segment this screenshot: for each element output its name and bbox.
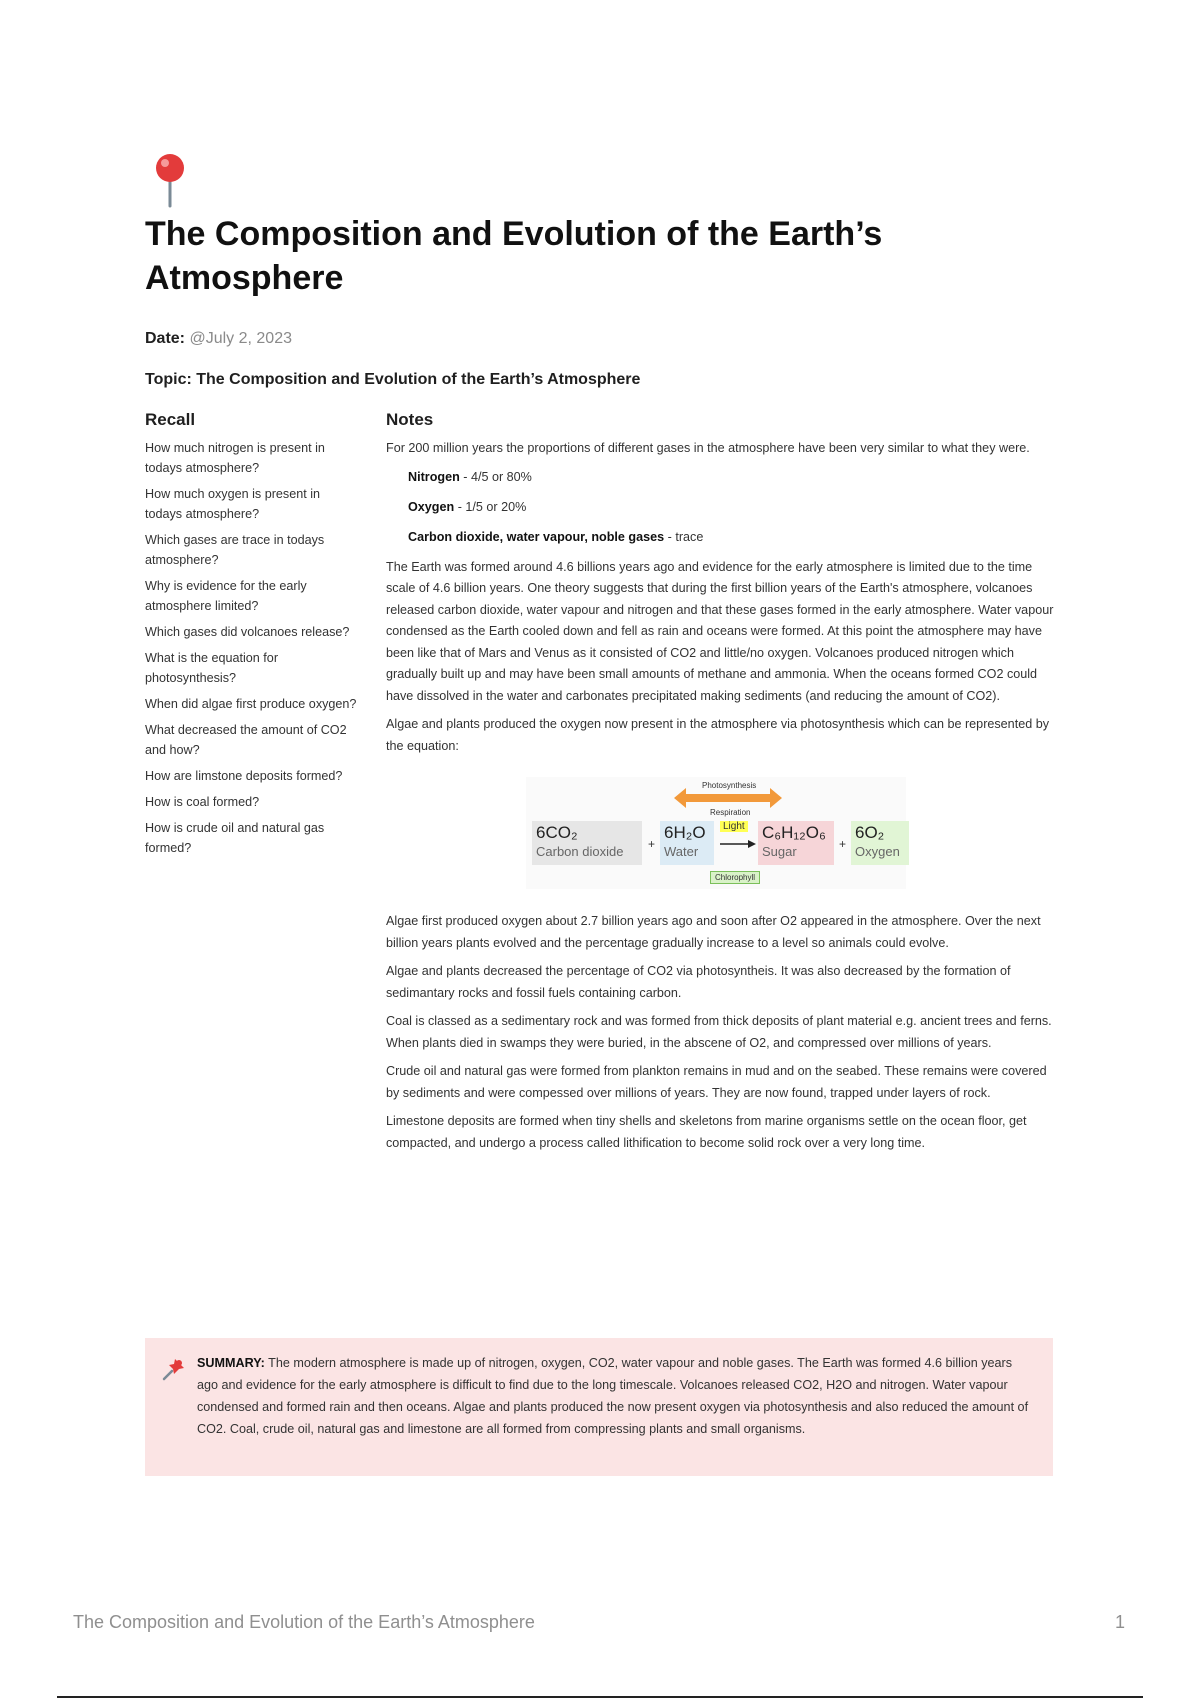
coal-formation-paragraph: Coal is classed as a sedimentary rock and was formed from thick deposits of plant material e.g. ancient trees and ferns. When plants died in swamps they were buried, in the abscene of O2, and compressed over millions of years. — [386, 1014, 1052, 1050]
photosynthesis-equation-diagram — [526, 777, 906, 889]
term-name: Sugar — [762, 844, 797, 859]
recall-question: How much oxygen is present in todays atmosphere? — [145, 487, 320, 521]
plus-sign: + — [648, 837, 656, 851]
term-formula: C₆H₁₂O₆ — [762, 823, 826, 842]
algae-oxygen-paragraph: Algae first produced oxygen about 2.7 billion years ago and soon after O2 appeared in the atmosphere. Over the next billion years plants evolved and the percentage gradually increase to a level so animals could evolve. — [386, 914, 1041, 950]
gas-name: Oxygen — [408, 499, 455, 514]
notes-column — [386, 410, 1056, 1161]
recall-heading: Recall — [145, 410, 196, 429]
footer-divider — [57, 1696, 1143, 1698]
double-arrow-icon — [674, 787, 782, 809]
gas-item-oxygen — [408, 497, 1056, 518]
term-name: Water — [664, 844, 699, 859]
recall-question: Which gases did volcanoes release? — [145, 625, 350, 639]
term-formula: 6CO₂ — [536, 823, 578, 842]
summary-body: The modern atmosphere is made up of nitrogen, oxygen, CO2, water vapour and noble gases. The Earth was formed 4.6 billion years ago and evidence for the early atmosphere is difficult to find due to the long timescale. Volcanoes released CO2, H2O and nitrogen. Water vapour condensed and formed rain and then oceans. Algae and plants produced the now present oxygen via photosynthesis and also reduced the amount of CO2. Coal, crude oil, natural gas and limestone are all formed from compressing plants and small organisms. — [197, 1356, 1029, 1436]
date-label: Date: — [145, 330, 186, 347]
equation-term-carbon-dioxide — [532, 821, 642, 865]
gas-value: - 4/5 or 80% — [463, 469, 532, 484]
recall-question: How is crude oil and natural gas formed? — [145, 821, 325, 855]
notes-intro-paragraph: For 200 million years the proportions of different gases in the atmosphere have been very similar to what they were. — [386, 441, 1030, 455]
recall-question: How much nitrogen is present in todays atmosphere? — [145, 441, 325, 475]
recall-question-list — [145, 438, 360, 858]
reaction-arrow-icon — [720, 839, 756, 849]
footer-title: The Composition and Evolution of the Earth’s Atmosphere — [73, 1612, 535, 1632]
gas-proportion-list — [408, 467, 1056, 548]
pushpin-icon — [161, 1356, 187, 1382]
gas-name: Carbon dioxide, water vapour, noble gases — [408, 529, 665, 544]
term-formula: 6O₂ — [855, 823, 885, 842]
photosynthesis-label: Photosynthesis — [702, 781, 757, 790]
recall-question: Why is evidence for the early atmosphere limited? — [145, 579, 307, 613]
co2-decrease-paragraph: Algae and plants decreased the percentage of CO2 via photosyntheis. It was also decreased by the formation of sedimantary rocks and fossil fuels containing carbon. — [386, 964, 1011, 1000]
page-title: The Composition and Evolution of the Earth’s Atmosphere — [145, 215, 883, 297]
gas-item-trace — [408, 527, 1056, 548]
early-atmosphere-paragraph: The Earth was formed around 4.6 billions years ago and evidence for the early atmosphere is limited due to the time scale of 4.6 billion years. One theory suggests that during the first billion years of the Earth's atmosphere, volcanoes released carbon dioxide, water vapour and nitrogen and that these gases formed in the early atmosphere. Water vapour condensed as the Earth cooled down and fell as rain and oceans were formed. At this point the atmosphere may have been like that of Mars and Venus as it consisted of CO2 and little/no oxygen. Volcanoes produced nitrogen which gradually built up and may have been small amounts of methane and ammonia. When the oceans formed CO2 could have dissolved in the water and carbonates precipitated making sediments (and reducing the amount of CO2). — [386, 559, 1054, 703]
gas-value: - trace — [667, 529, 704, 544]
equation-term-water — [660, 821, 714, 865]
gas-item-nitrogen — [408, 467, 1056, 488]
gas-value: - 1/5 or 20% — [457, 499, 527, 514]
recall-question: How is coal formed? — [145, 795, 260, 809]
summary-text — [197, 1352, 1035, 1440]
respiration-label: Respiration — [710, 808, 751, 817]
equation-term-oxygen — [851, 821, 909, 865]
date-property — [145, 330, 292, 348]
chlorophyll-label: Chlorophyll — [710, 871, 760, 884]
limestone-paragraph: Limestone deposits are formed when tiny shells and skeletons from marine organisms settle on the ocean floor, get compacted, and undergo a process called lithification to become solid rock over a very long time. — [386, 1114, 1027, 1150]
recall-question: What decreased the amount of CO2 and how? — [145, 723, 347, 757]
photosynthesis-paragraph: Algae and plants produced the oxygen now present in the atmosphere via photosynthesis which can be represented by the equation: — [386, 717, 1049, 753]
page-number: 1 — [1115, 1612, 1126, 1632]
recall-question: How are limstone deposits formed? — [145, 769, 343, 783]
recall-column — [145, 410, 360, 864]
summary-label: SUMMARY: — [197, 1356, 265, 1370]
term-formula: 6H₂O — [664, 823, 706, 842]
date-value[interactable]: @July 2, 2023 — [189, 330, 292, 347]
light-label: Light — [720, 821, 748, 832]
term-name: Carbon dioxide — [536, 844, 624, 859]
recall-question: Which gases are trace in todays atmosphere? — [145, 533, 325, 567]
recall-question: What is the equation for photosynthesis? — [145, 651, 279, 685]
notes-heading: Notes — [386, 410, 434, 429]
topic-heading: Topic: The Composition and Evolution of the Earth’s Atmosphere — [145, 371, 641, 388]
summary-callout — [145, 1338, 1053, 1476]
equation-term-sugar — [758, 821, 834, 865]
recall-question: When did algae first produce oxygen? — [145, 697, 357, 711]
round-pushpin-icon — [150, 152, 190, 208]
gas-name: Nitrogen — [408, 469, 460, 484]
plus-sign: + — [839, 837, 847, 851]
term-name: Oxygen — [855, 844, 900, 859]
crude-oil-paragraph: Crude oil and natural gas were formed from plankton remains in mud and on the seabed. These remains were covered by sediments and were compessed over millions of years. They are now found, trapped under layers of rock. — [386, 1064, 1047, 1100]
